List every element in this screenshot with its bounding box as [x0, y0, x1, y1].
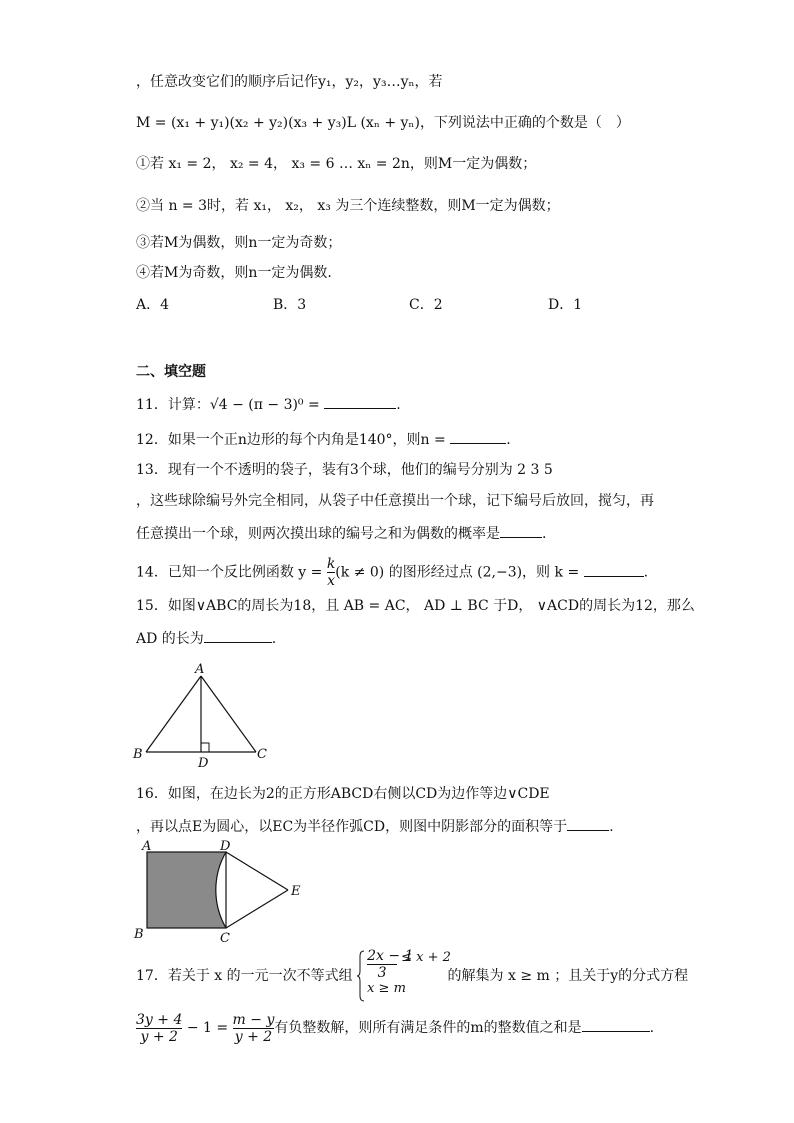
q17-line1 — [136, 948, 688, 1004]
q17-eq-mid: − 1 = — [186, 1020, 229, 1036]
option-a[interactable]: A．4 — [136, 297, 170, 313]
q11 — [136, 394, 401, 415]
q17-eq-left-fraction — [136, 1012, 182, 1045]
q17-eq-right-num: m − y — [232, 1011, 275, 1028]
label-c: C — [257, 747, 267, 762]
q17-eq-left-num: 3y + 4 — [136, 1011, 183, 1028]
label-a: A — [195, 662, 205, 677]
q14 — [136, 556, 648, 589]
option-d[interactable]: D．1 — [548, 297, 583, 313]
label-d: D — [220, 839, 231, 854]
q12-answer-blank[interactable] — [450, 429, 506, 444]
q13-end: . — [542, 526, 547, 542]
q10-line2: M = (x₁ + y₁)(x₂ + y₂)(x₃ + y₃)L (xₙ + yₙ)，下列说法中正确的个数是（ ） — [136, 115, 630, 131]
q15-text: AD 的长为 — [136, 631, 204, 647]
q13-text: 任意摸出一个球，则两次摸出球的编号之和为偶数的概率是 — [136, 526, 500, 542]
q10-line1: ，任意改变它们的顺序后记作y₁，y₂，y₃…yₙ，若 — [136, 74, 443, 90]
brace-icon — [357, 950, 365, 1002]
q16-answer-blank[interactable] — [567, 816, 609, 831]
q17-text: 17．若关于 x 的一元一次不等式组 — [136, 968, 353, 984]
q17-eq-right-fraction — [233, 1012, 275, 1045]
q17-system — [357, 948, 451, 1004]
q10-statement-1: ①若 x₁ = 2， x₂ = 4， x₃ = 6 … xₙ = 2n，则M一定为偶数； — [136, 156, 537, 172]
q12-text: 12．如果一个正n边形的每个内角是140°，则n = — [136, 432, 451, 448]
q10-statement-3: ③若M为偶数，则n一定为奇数； — [136, 235, 342, 251]
label-e: E — [291, 884, 301, 899]
q11-text: 11．计算：√4 − (π − 3)⁰ = — [136, 397, 325, 413]
square-triangle-figure — [130, 838, 310, 948]
q17-ineq1-num: 2x − 1 — [367, 948, 414, 964]
q11-end: . — [396, 397, 401, 413]
q13-answer-blank[interactable] — [500, 523, 542, 538]
q17-text-end: 有负整数解，则所有满足条件的m的整数值之和是 — [274, 1020, 582, 1036]
q17-ineq2: x ≥ m — [367, 981, 406, 996]
label-b: B — [133, 747, 143, 762]
q14-fraction-num: k — [326, 556, 336, 572]
label-a: A — [142, 839, 152, 854]
q12 — [136, 429, 511, 450]
q17-text-mid: 的解集为 x ≥ m ；且关于y的分式方程 — [447, 968, 689, 984]
section-heading: 二、填空题 — [136, 364, 206, 380]
q17-eq-left-den: y + 2 — [140, 1028, 178, 1045]
q17-ineq1-rhs: ≤ x + 2 — [401, 950, 451, 965]
label-d: D — [198, 756, 209, 770]
q17-eq-right-den: y + 2 — [234, 1028, 273, 1045]
option-c[interactable]: C．2 — [409, 297, 443, 313]
q13-line2: ，这些球除编号外完全相同，从袋子中任意摸出一个球，记下编号后放回，搅匀，再 — [136, 493, 654, 509]
q17-end: . — [649, 1020, 655, 1036]
q12-end: . — [506, 432, 511, 448]
q13-line1: 13．现有一个不透明的袋子，装有3个球，他们的编号分别为 2 3 5 — [136, 462, 553, 478]
q15-line2 — [136, 628, 276, 649]
q14-text: 14．已知一个反比例函数 y = — [136, 564, 327, 581]
q16-line1: 16．如图，在边长为2的正方形ABCD右侧以CD为边作等边∨CDE — [136, 786, 550, 802]
q16-line2 — [136, 816, 614, 837]
q14-text-mid: (k ≠ 0) 的图形经过点 (2,−3)，则 k = — [335, 564, 584, 581]
q16-end: . — [609, 819, 614, 835]
q11-answer-blank[interactable] — [324, 394, 396, 409]
q15-answer-blank[interactable] — [204, 628, 272, 643]
q10-statement-4: ④若M为奇数，则n一定为偶数. — [136, 265, 332, 281]
q14-answer-blank[interactable] — [584, 562, 644, 577]
q15-end: . — [271, 631, 277, 647]
q17-ineq1-den: 3 — [377, 965, 387, 981]
q15-line1: 15．如图∨ABC的周长为18，且 AB = AC， AD ⊥ BC 于D， ∨ACD的周长为12，那么 — [136, 598, 695, 614]
q13-line3 — [136, 523, 546, 544]
option-b[interactable]: B．3 — [273, 297, 307, 313]
triangle-figure — [130, 660, 280, 770]
q16-text: ，再以点E为圆心，以EC为半径作弧CD，则图中阴影部分的面积等于 — [136, 819, 568, 835]
q10-statement-2: ②当 n = 3时，若 x₁， x₂， x₃ 为三个连续整数，则M一定为偶数； — [136, 198, 560, 214]
q17-line2 — [136, 1010, 654, 1046]
q17-answer-blank[interactable] — [582, 1017, 650, 1032]
q14-fraction-den: x — [327, 573, 335, 589]
label-c: C — [220, 931, 230, 946]
label-b: B — [134, 927, 144, 942]
q14-end: . — [643, 564, 649, 581]
